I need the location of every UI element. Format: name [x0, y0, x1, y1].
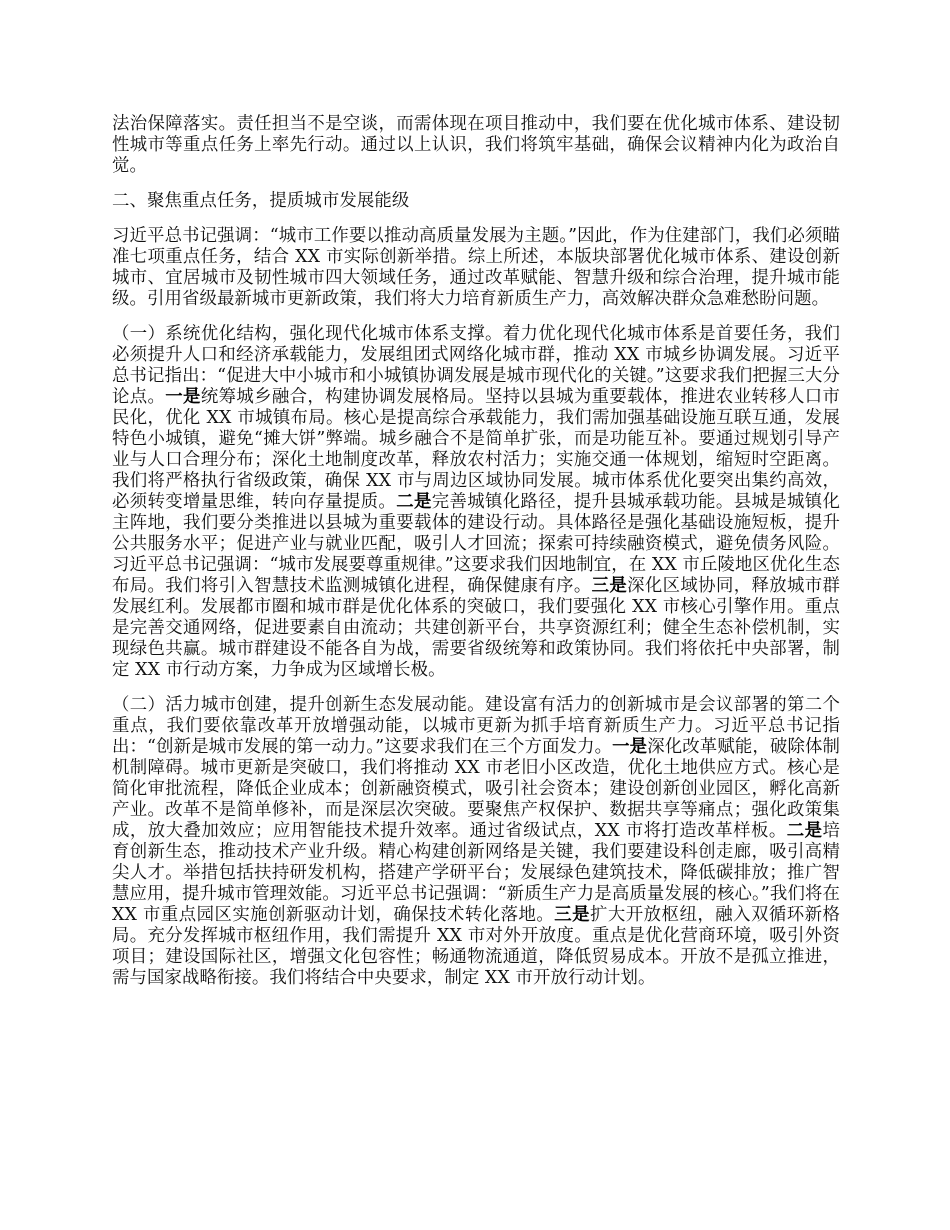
document-page	[112, 114, 840, 1003]
paragraph-text: 统筹城乡融合，构建协调发展格局。坚持以县城为重要载体，推进农业转移人口市民化，优化 XX 市城镇布局。核心是提高综合承载能力，我们需加强基础设施互联互通，发展特色小城镇，避免“摊大饼”弊端。城乡融合不是简单扩张，而是功能互补。要通过规划引导产业与人口合理分布；深化土地制度改革，释放农村活力；实施交通一体规划，缩短时空距离。我们将严格执行省级政策，确保 XX 市与周边区域协同发展。城市体系优化要突出集约高效，必须转变增量思维，转向存量提质。	[112, 387, 840, 512]
paragraph-text: （一）系统优化结构，强化现代化城市体系支撑。着力优化现代化城市体系是首要任务，我们必须提升人口和经济承载能力，发展组团式网络化城市群，推动 XX 市城乡协调发展。习近平总书记指出：“促进大中小城市和小城镇协调发展是城市现代化的关键。”这要求我们把握三大分论点。	[112, 324, 840, 407]
paragraph-text: 扩大开放枢纽，融入双循环新格局。充分发挥城市枢纽作用，我们需提升 XX 市对外开放度。重点是优化营商环境，吸引外资项目；建设国际社区，增强文化包容性；畅通物流通道，降低贸易成本。开放不是孤立推进，需与国家战略衔接。我们将结合中央要求，制定 XX 市开放行动计划。	[112, 905, 840, 988]
paragraph-text: 深化区域协同，释放城市群发展红利。发展都市圈和城市群是优化体系的突破口，我们要强化 XX 市核心引擎作用。重点是完善交通网络，促进要素自由流动；共建创新平台，共享资源红利；健全生态补偿机制，实现绿色共赢。城市群建设不能各自为战，需要省级统筹和政策协同。我们将依托中央部署，制定 XX 市行动方案，力争成为区域增长极。	[112, 576, 841, 680]
bold-marker: 二是	[786, 821, 823, 841]
section-heading	[112, 191, 840, 212]
bold-marker: 一是	[612, 737, 648, 757]
paragraph-text: 法治保障落实。责任担当不是空谈，而需体现在项目推动中，我们要在优化城市体系、建设韧性城市等重点任务上率先行动。通过以上认识，我们将筑牢基础，确保会议精神内化为政治自觉。	[112, 114, 840, 176]
paragraph-text: （二）活力城市创建，提升创新生态发展动能。建设富有活力的创新城市是会议部署的第二个重点，我们要依靠改革开放增强动能，以城市更新为抓手培育新质生产力。习近平总书记指出：“创新是城市发展的第一动力。”这要求我们在三个方面发力。	[112, 695, 840, 757]
paragraph-text: 深化改革赋能，破除体制机制障碍。城市更新是突破口，我们将推动 XX 市老旧小区改造，优化土地供应方式。核心是简化审批流程，降低企业成本；创新融资模式，吸引社会资本；建设创新创业园区，孵化高新产业。改革不是简单修补，而是深层次突破。要聚焦产权保护、数据共享等痛点；强化政策集成，放大叠加效应；应用智能技术提升效率。通过省级试点，XX 市将打造改革样板。	[112, 737, 840, 841]
bold-marker: 二是	[396, 492, 432, 512]
bold-marker: 一是	[165, 387, 201, 407]
paragraph-text: 习近平总书记强调：“城市工作要以推动高质量发展为主题。”因此，作为住建部门，我们必须瞄准七项重点任务，结合 XX 市实际创新举措。综上所述，本版块部署优化城市体系、建设创新城市、宜居城市及韧性城市四大领域任务，通过改革赋能、智慧升级和综合治理，提升城市能级。引用省级最新城市更新政策，我们将大力培育新质生产力，高效解决群众急难愁盼问题。	[112, 226, 840, 309]
heading-text: 二、聚焦重点任务，提质城市发展能级	[112, 191, 410, 211]
paragraph-subsection-1	[112, 324, 840, 681]
bold-marker: 三是	[591, 576, 628, 596]
paragraph-text: 培育创新生态，推动技术产业升级。精心构建创新网络是关键，我们要建设科创走廊，吸引高精尖人才。举措包括扶持研发机构，搭建产学研平台；发展绿色建筑技术，降低碳排放；推广智慧应用，提升城市管理效能。习近平总书记强调：“新质生产力是高质量发展的核心。”我们将在 XX 市重点园区实施创新驱动计划，确保技术转化落地。	[112, 821, 840, 925]
bold-marker: 三是	[554, 905, 591, 925]
paragraph-section-intro	[112, 226, 840, 310]
paragraph-text: 完善城镇化路径，提升县城承载功能。县城是城镇化主阵地，我们要分类推进以县城为重要载体的建设行动。具体路径是强化基础设施短板，提升公共服务水平；促进产业与就业匹配，吸引人才回流；探索可持续融资模式，避免债务风险。习近平总书记强调：“城市发展要尊重规律。”这要求我们因地制宜，在 XX 市丘陵地区优化生态布局。我们将引入智慧技术监测城镇化进程，确保健康有序。	[112, 492, 840, 596]
paragraph-intro-conclusion	[112, 114, 840, 177]
paragraph-subsection-2	[112, 695, 840, 989]
